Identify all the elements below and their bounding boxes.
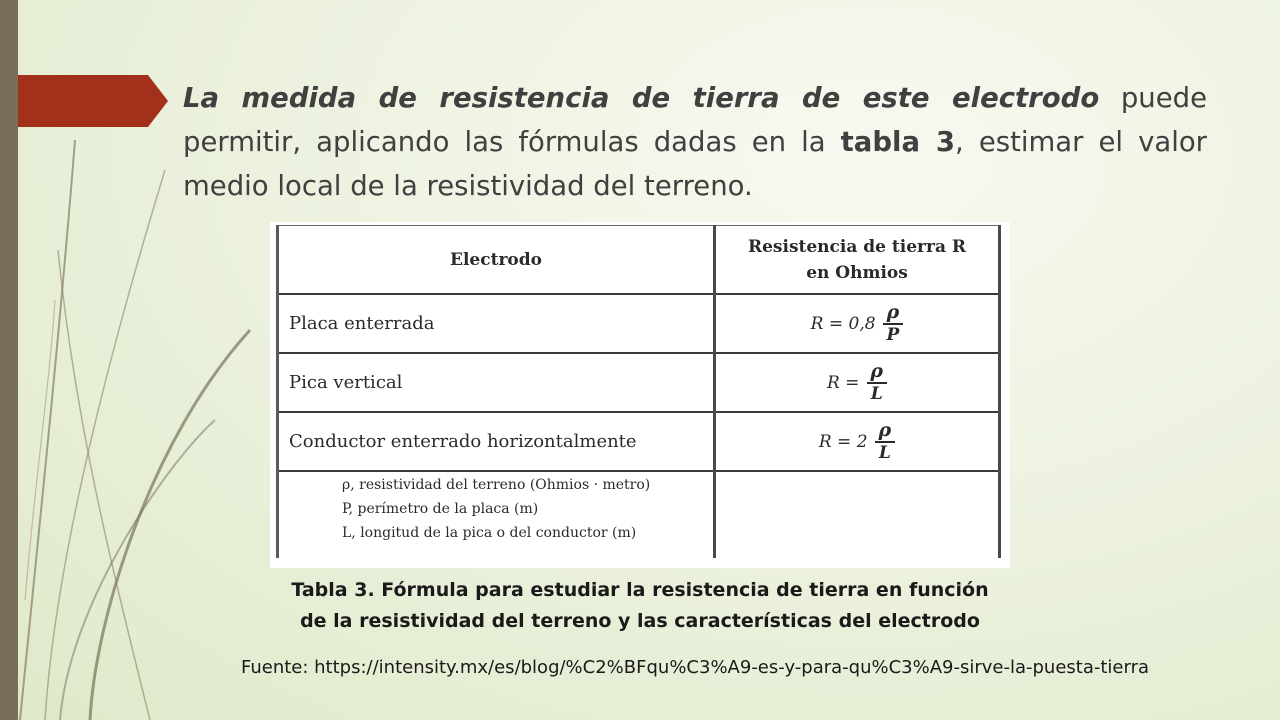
- fraction-numerator: ρ: [878, 419, 892, 441]
- formula-lhs: R =: [826, 372, 860, 393]
- note-item: L, longitud de la pica o del conductor (m): [342, 525, 637, 541]
- formula-lhs: R = 0,8: [810, 313, 876, 334]
- note-item: P, perímetro de la placa (m): [342, 501, 539, 517]
- fraction: [883, 301, 904, 346]
- resistance-table: [276, 225, 1001, 558]
- electrodo-cell: Placa enterrada: [278, 294, 715, 353]
- fraction-denominator: L: [875, 441, 895, 464]
- table-caption: [270, 575, 1010, 637]
- source-citation: Fuente: https://intensity.mx/es/blog/%C2%BFqu%C3%A9-es-y-para-qu%C3%A9-sirve-la-puesta-tierra: [240, 657, 1150, 678]
- formula-table-image: [270, 222, 1010, 568]
- table-row: [278, 294, 1000, 353]
- bullet-lead-emphasis: La medida de resistencia de tierra de este electrodo: [183, 82, 1100, 114]
- caption-line-2: de la resistividad del terreno y las características del electrodo: [300, 610, 980, 632]
- bullet-arrow-icon: [0, 0, 190, 140]
- formula-cell: [715, 412, 1000, 471]
- formula: [827, 360, 887, 405]
- formula-lhs: R = 2: [818, 431, 868, 452]
- fraction-denominator: L: [867, 382, 887, 405]
- table-row: [278, 412, 1000, 471]
- notes-empty-cell: [715, 471, 1000, 558]
- electrodo-cell: Conductor enterrado horizontalmente: [278, 412, 715, 471]
- notes-cell: [278, 471, 715, 558]
- fraction: [875, 419, 896, 464]
- formula-cell: [715, 294, 1000, 353]
- header-resistencia-label: Resistencia de tierra R en Ohmios: [747, 236, 967, 283]
- caption-line-1: Tabla 3. Fórmula para estudiar la resistencia de tierra en función: [291, 579, 989, 601]
- fraction-denominator: P: [883, 323, 904, 346]
- table-reference: tabla 3: [840, 126, 956, 158]
- bullet-paragraph: [183, 76, 1207, 208]
- bullet-text-part-1: puede permitir, aplicando las fórmulas dadas en la: [183, 82, 1208, 158]
- fraction: [866, 360, 887, 405]
- formula-cell: [715, 353, 1000, 412]
- note-item: ρ, resistividad del terreno (Ohmios · metro): [342, 477, 651, 493]
- fraction-numerator: ρ: [870, 360, 884, 382]
- header-resistencia: [715, 226, 1000, 295]
- header-electrodo: Electrodo: [278, 226, 715, 295]
- table-row: [278, 353, 1000, 412]
- bullet-text-part-2: , estimar el valor medio local de la resistividad del terreno.: [183, 126, 1207, 202]
- formula: [811, 301, 904, 346]
- formula: [819, 419, 895, 464]
- fraction-numerator: ρ: [886, 301, 900, 323]
- electrodo-cell: Pica vertical: [278, 353, 715, 412]
- notes-row: [278, 471, 1000, 558]
